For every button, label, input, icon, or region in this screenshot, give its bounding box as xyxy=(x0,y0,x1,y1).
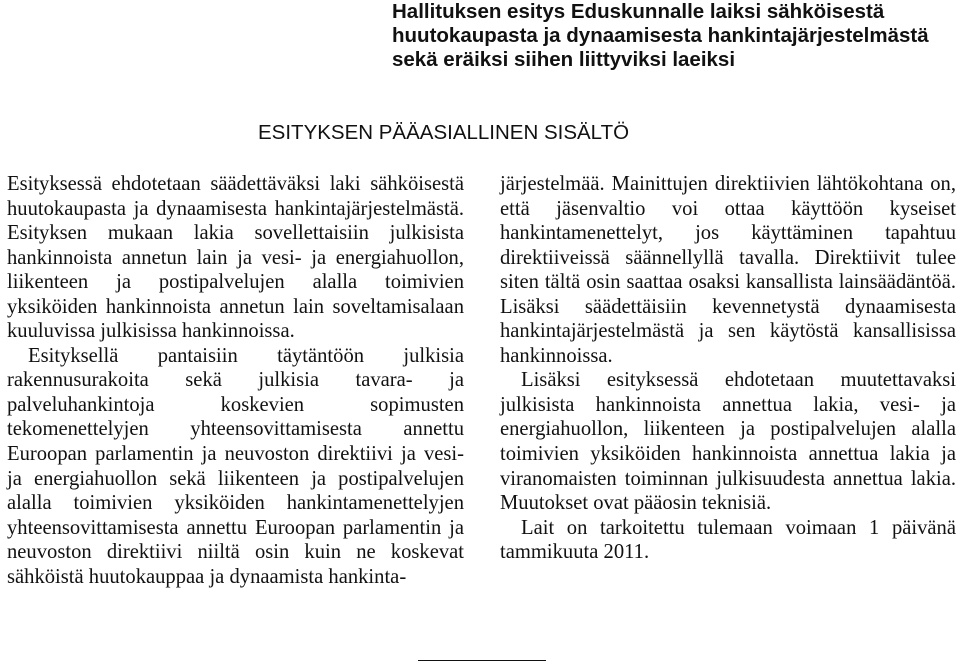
left-paragraph-1: Esityksessä ehdotetaan säädettäväksi laki sähköisestä huutokaupasta ja dynaamisesta hankintajärjestelmästä. Esityksen mukaan lakia sovellettaisiin julkisista hankinnoista annetun lain ja vesi- ja energiahuollon, liikenteen ja postipalvelujen alalla toimivien yksiköiden hankinnoista annetun lain soveltamisalaan kuuluvissa julkisissa hankinnoissa. xyxy=(7,173,464,343)
left-paragraph-2: Esityksellä pantaisiin täytäntöön julkisia rakennusurakoita sekä julkisia tavara- ja palveluhankintoja koskevien sopimusten tekomenettelyjen yhteensovittamisesta annettu Euroopan parlamentin ja neuvoston direktiivi ja vesi- ja energiahuollon sekä liikenteen ja postipalvelujen alalla toimivien yksiköiden hankintamenettelyjen yhteensovittamisesta annettu Euroopan parlamentin ja neuvoston direktiivi niiltä osin kuin ne koskevat sähköistä huutokauppaa ja dynaamista hankinta- xyxy=(7,344,464,588)
right-paragraph-3: Lait on tarkoitettu tulemaan voimaan 1 päivänä tammikuuta 2011. xyxy=(500,516,956,564)
document-title xyxy=(392,0,952,72)
title-line-3: sekä eräiksi siihen liittyviksi laeiksi xyxy=(392,48,736,71)
left-column xyxy=(7,172,464,589)
title-line-2: huutokaupasta ja dynaamisesta hankintajärjestelmästä xyxy=(392,24,929,47)
title-line-1: Hallituksen esitys Eduskunnalle laiksi sähköisestä xyxy=(392,0,885,23)
right-paragraph-1: järjestelmää. Mainittujen direktiivien lähtökohtana on, että jäsenvaltio voi ottaa käyttöön kyseiset hankintamenettelyt, jos käyttäminen tapahtuu direktiiveissä säännellyllä tavalla. Direktiivit tulee siten tältä osin saattaa osaksi kansallista lainsäädäntöä. Lisäksi säädettäisiin kevennetystä dynaamisesta hankintajärjestelmästä ja sen käytöstä kansallisissa hankinnoissa. xyxy=(500,173,956,367)
right-paragraph-2: Lisäksi esityksessä ehdotetaan muutettavaksi julkisista hankinnoista annettua lakia, vesi- ja energiahuollon, liikenteen ja postipalvelujen alalla toimivien yksiköiden hankinnoista annettua lakia ja viranomaisten toiminnan julkisuudesta annettua lakia. Muutokset ovat pääosin teknisiä. xyxy=(500,369,956,515)
right-column xyxy=(500,172,956,565)
section-heading: ESITYKSEN PÄÄASIALLINEN SISÄLTÖ xyxy=(258,121,630,144)
footnote-divider xyxy=(418,660,546,661)
